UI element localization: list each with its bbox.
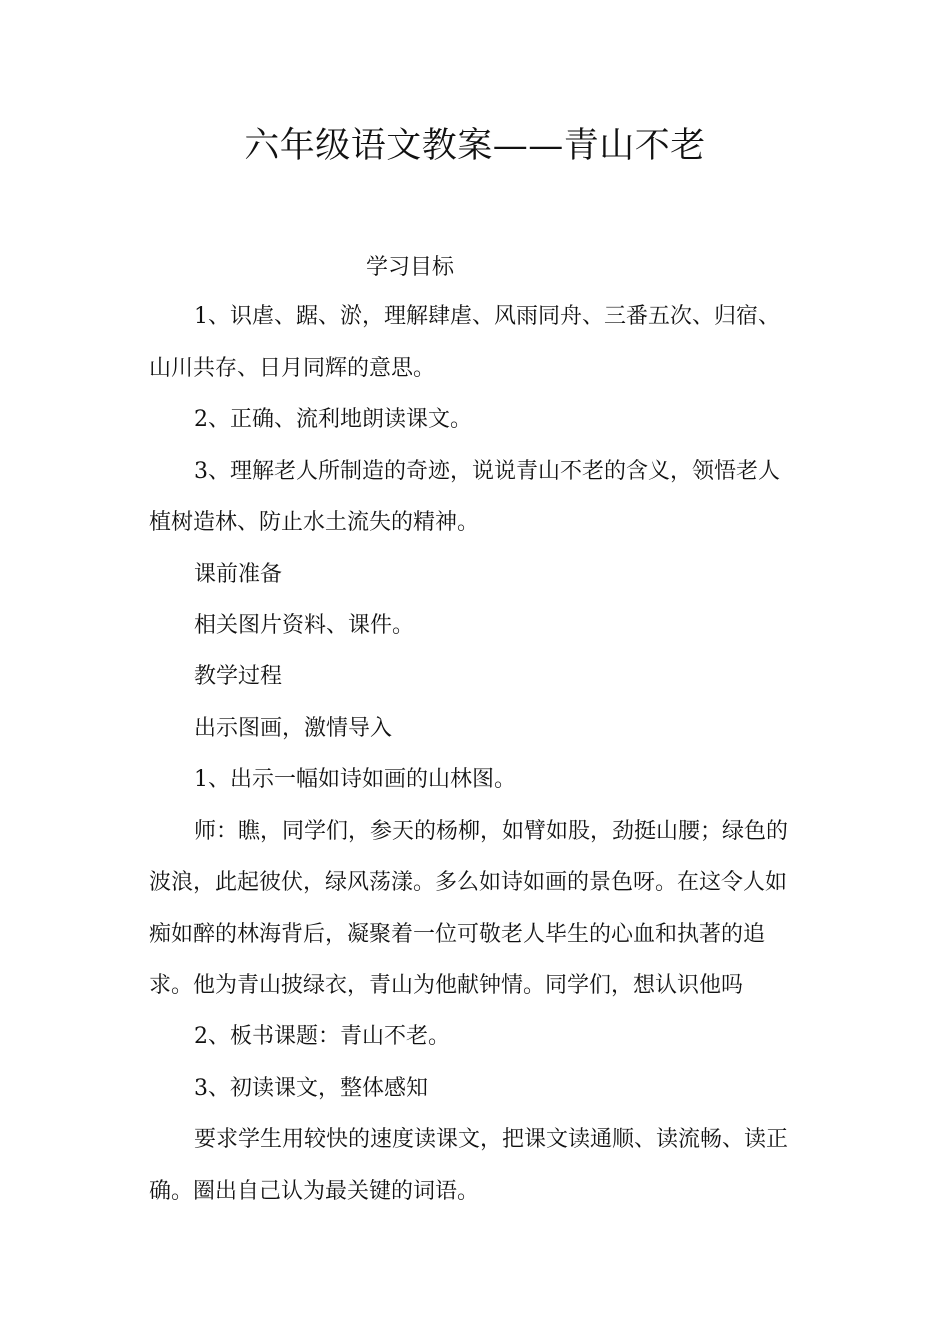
goal-1-line-1: 1、识虐、踞、淤，理解肆虐、风雨同舟、三番五次、归宿、 bbox=[194, 304, 780, 329]
teacher-paragraph-line-4: 求。他为青山披绿衣，青山为他献钟情。同学们，想认识他吗 bbox=[149, 973, 744, 998]
requirement-line-1: 要求学生用较快的速度读课文，把课文读通顺、读流畅、读正 bbox=[194, 1127, 789, 1152]
preparation-text: 相关图片资料、课件。 bbox=[194, 613, 415, 638]
process-step-heading: 出示图画，激情导入 bbox=[194, 716, 393, 741]
process-item-2: 2、板书课题：青山不老。 bbox=[194, 1024, 450, 1049]
goal-3-line-1: 3、理解老人所制造的奇迹，说说青山不老的含义，领悟老人 bbox=[194, 459, 780, 484]
process-item-1: 1、出示一幅如诗如画的山林图。 bbox=[194, 767, 516, 792]
process-item-3: 3、初读课文，整体感知 bbox=[194, 1076, 428, 1101]
document-title: 六年级语文教案——青山不老 bbox=[244, 126, 706, 166]
section-heading-learning-goals: 学习目标 bbox=[366, 255, 455, 280]
goal-3-line-2: 植树造林、防止水土流失的精神。 bbox=[149, 510, 480, 535]
requirement-line-2: 确。圈出自己认为最关键的词语。 bbox=[149, 1179, 480, 1204]
teacher-paragraph-line-2: 波浪，此起彼伏，绿风荡漾。多么如诗如画的景色呀。在这令人如 bbox=[149, 870, 788, 895]
teacher-paragraph-line-1: 师：瞧，同学们，参天的杨柳，如臂如股，劲挺山腰；绿色的 bbox=[194, 819, 789, 844]
teacher-paragraph-line-3: 痴如醉的林海背后，凝聚着一位可敬老人毕生的心血和执著的追 bbox=[149, 922, 766, 947]
goal-1-line-2: 山川共存、日月同辉的意思。 bbox=[149, 356, 436, 381]
section-heading-process: 教学过程 bbox=[194, 664, 283, 689]
section-heading-preparation: 课前准备 bbox=[194, 562, 283, 587]
goal-2: 2、正确、流利地朗读课文。 bbox=[194, 407, 472, 432]
